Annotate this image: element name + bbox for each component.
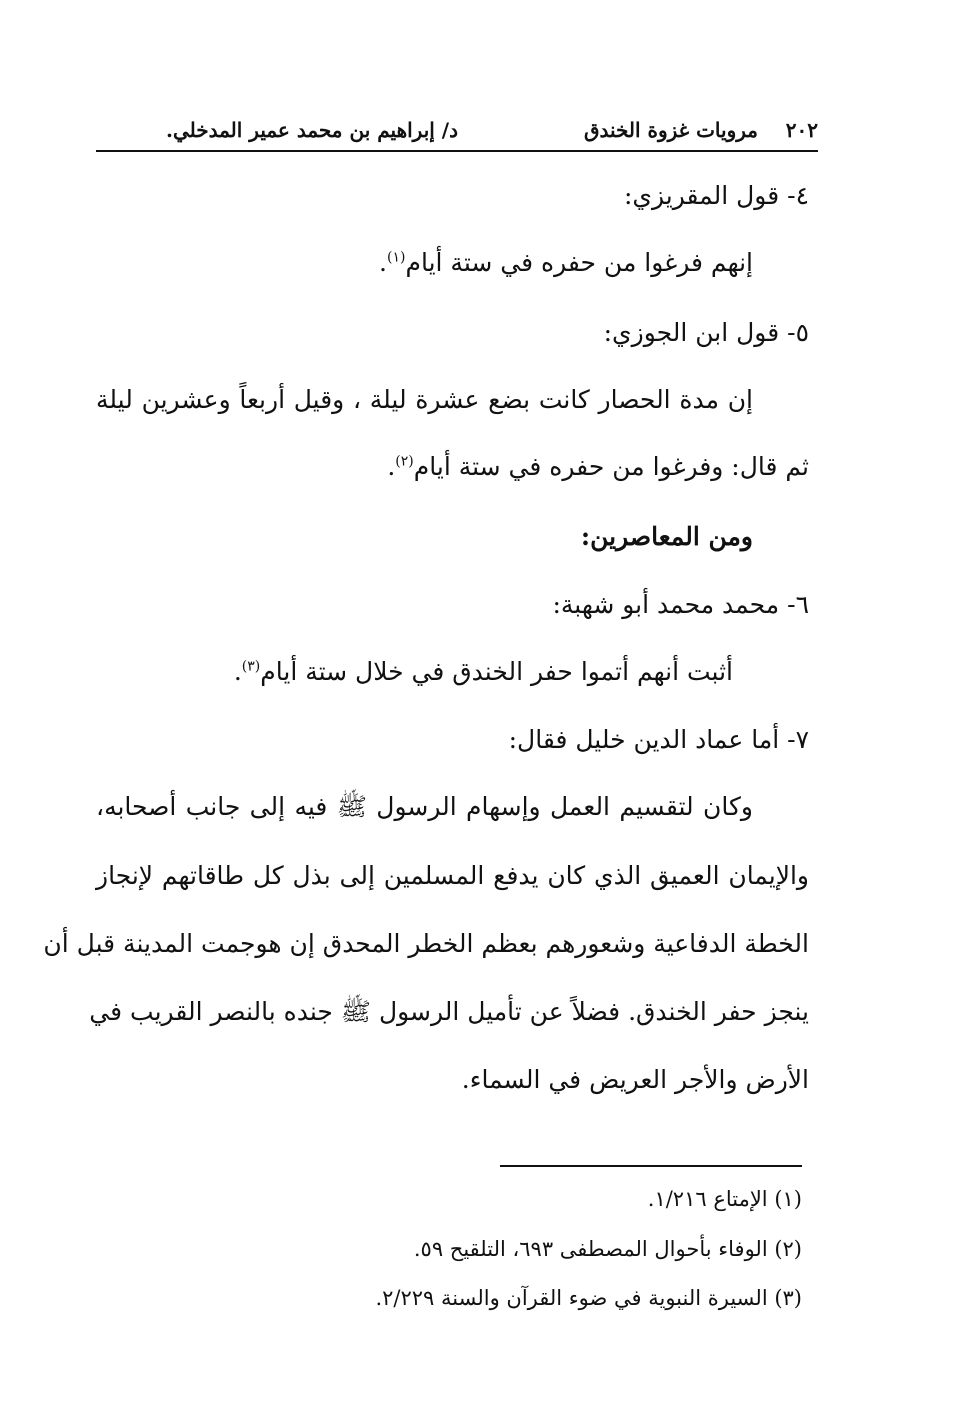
contemporaries-heading: ومن المعاصرين: [580, 522, 753, 551]
book-title: مرويات غزوة الخندق [583, 118, 758, 142]
item5-body: ثم قال: وفرغوا من حفره في ستة أيام [413, 452, 809, 481]
author-name: د/ إبراهيم بن محمد عمير المدخلي. [166, 118, 459, 142]
item7-line: ينجز حفر الخندق. فضلاً عن تأميل الرسول ﷺ جنده بالنصر القريب في [89, 997, 809, 1026]
item5-line-2 [387, 447, 809, 487]
page-number: ٢٠٢ [785, 118, 818, 142]
item7-line: الخطة الدفاعية وشعورهم بعظم الخطر المحدق إن هوجمت المدينة قبل أن [43, 929, 809, 958]
footnote-3: (٣) السيرة النبوية في ضوء القرآن والسنة ٢/٢٢٩. [375, 1286, 802, 1310]
footnote-ref-2: (٢) [395, 453, 414, 470]
item5-period: . [387, 452, 396, 481]
item4-period: . [379, 248, 387, 277]
item6-heading: ٦- محمد محمد أبو شهبة: [552, 590, 809, 619]
item7-line: وكان لتقسيم العمل وإسهام الرسول ﷺ فيه إلى جانب أصحابه، [96, 792, 753, 821]
item5-heading: ٥- قول ابن الجوزي: [603, 318, 809, 347]
item4-text [379, 243, 753, 283]
item7-line: الأرض والأجر العريض في السماء. [461, 1065, 809, 1094]
footnote-2: (٢) الوفاء بأحوال المصطفى ٦٩٣، التلقيح ٥٩. [413, 1237, 802, 1261]
footnote-ref-3: (٣) [241, 658, 261, 675]
item6-body: أثبت أنهم أتموا حفر الخندق في خلال ستة أيام [260, 657, 733, 686]
item4-heading: ٤- قول المقريزي: [623, 181, 809, 210]
item6-text [234, 652, 733, 692]
item6-period: . [233, 657, 242, 686]
footnote-separator [500, 1165, 802, 1167]
item7-line: والإيمان العميق الذي كان يدفع المسلمين إلى بذل كل طاقاتهم لإنجاز [96, 861, 809, 890]
item7-heading: ٧- أما عماد الدين خليل فقال: [508, 725, 809, 754]
footnote-1: (١) الإمتاع ١/٢١٦. [647, 1187, 802, 1211]
running-header [96, 112, 818, 152]
footnote-ref-1: (١) [387, 249, 406, 266]
item5-line-1: إن مدة الحصار كانت بضع عشرة ليلة ، وقيل أربعاً وعشرين ليلة [96, 385, 753, 414]
item4-body: إنهم فرغوا من حفره في ستة أيام [405, 248, 753, 277]
